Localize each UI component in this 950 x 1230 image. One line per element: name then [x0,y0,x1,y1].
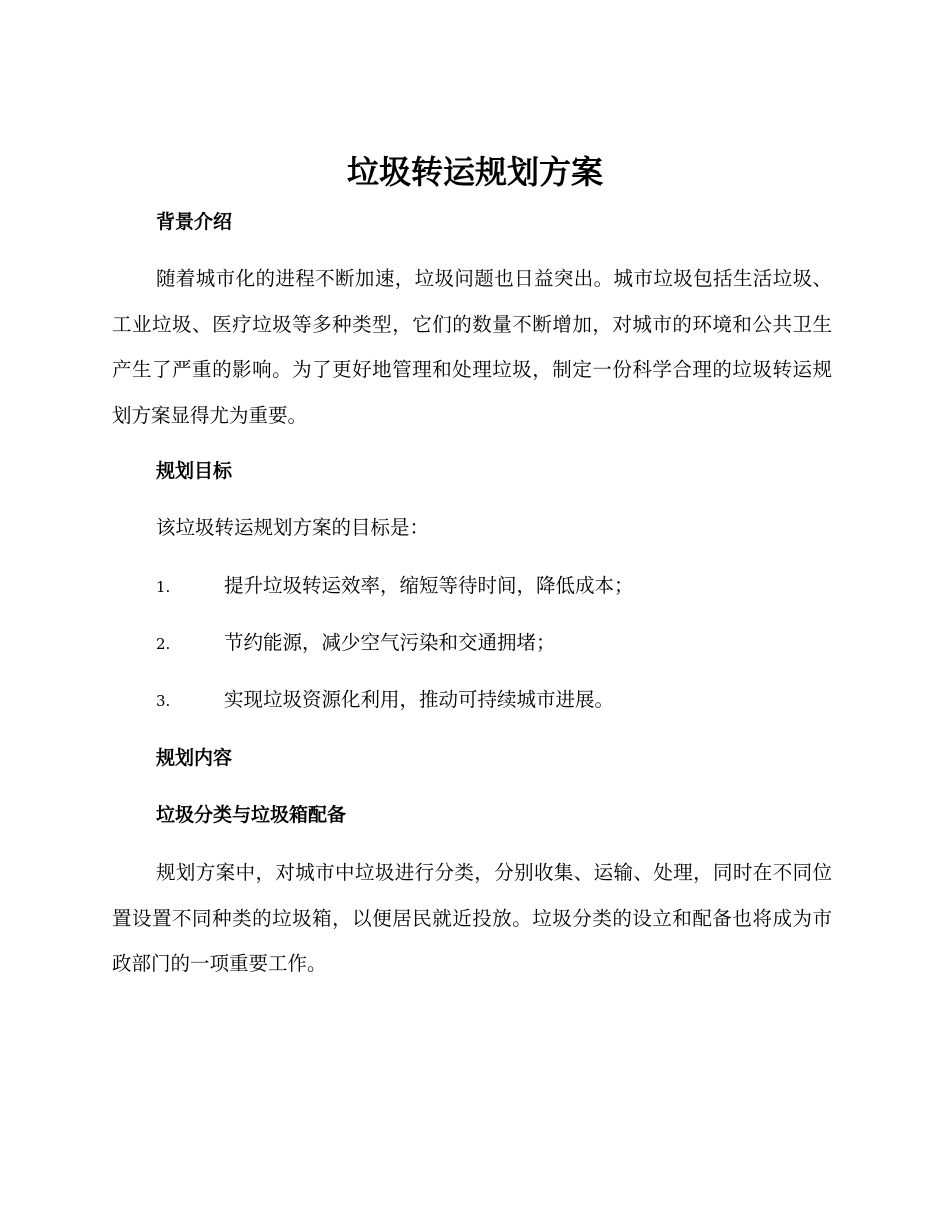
section-heading-background: 背景介绍 [156,211,233,233]
section-heading-content: 规划内容 [156,747,233,769]
goal-list-item [156,686,856,714]
list-text: 实现垃圾资源化利用，推动可持续城市进展。 [224,688,615,711]
goal-list-item [156,629,856,657]
section-heading-goals: 规划目标 [156,460,233,482]
list-text: 提升垃圾转运效率，缩短等待时间，降低成本； [224,574,634,597]
list-number: 3. [156,692,171,710]
list-number: 2. [156,635,171,653]
background-paragraph: 随着城市化的进程不断加速，垃圾问题也日益突出。城市垃圾包括生活垃圾、工业垃圾、医疗垃圾等多种类型，它们的数量不断增加，对城市的环境和公共卫生产生了严重的影响。为了更好地管理和处理垃圾，制定一份科学合理的垃圾转运规划方案显得尤为重要。 [112,267,832,427]
goals-intro: 该垃圾转运规划方案的目标是： [156,516,430,539]
subsection-heading-sorting: 垃圾分类与垃圾箱配备 [156,804,347,826]
list-number: 1. [156,578,171,596]
document-title: 垃圾转运规划方案 [346,153,603,191]
list-text: 节约能源，减少空气污染和交通拥堵； [224,631,556,654]
goal-list-item [156,572,856,600]
content-paragraph: 规划方案中，对城市中垃圾进行分类，分别收集、运输、处理，同时在不同位置设置不同种类的垃圾箱，以便居民就近投放。垃圾分类的设立和配备也将成为市政部门的一项重要工作。 [112,861,832,975]
